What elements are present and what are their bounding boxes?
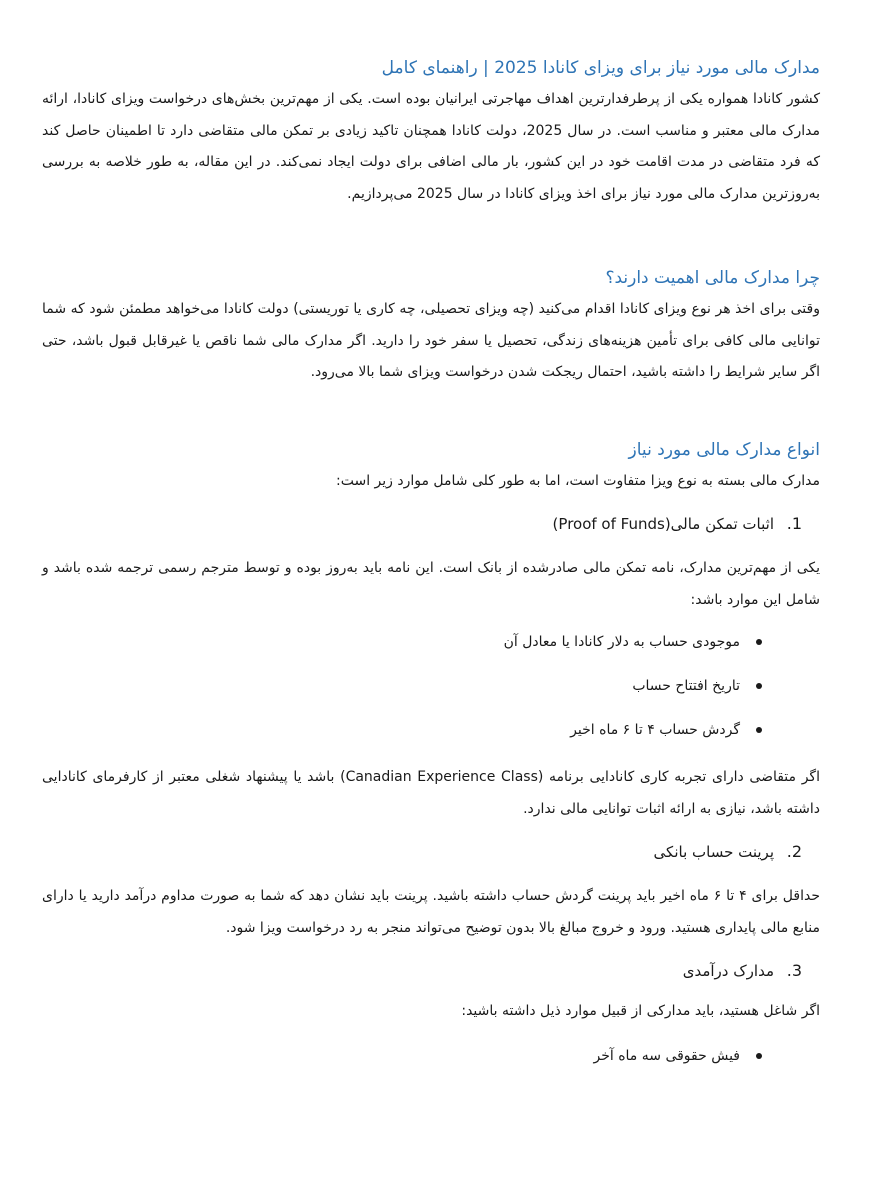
page-title: مدارک مالی مورد نیاز برای ویزای کانادا 2025 | راهنمای کامل	[381, 58, 820, 78]
section-heading-why: چرا مدارک مالی اهمیت دارند؟	[605, 268, 820, 288]
numbered-item-2	[42, 837, 820, 867]
intro-paragraph: کشور کانادا همواره یکی از پرطرفدارترین اهداف مهاجرتی ایرانیان بوده است. یکی از مهم‌ترین بخش‌های درخواست ویزای کانادا، ارائه مدارک مالی معتبر و مناسب است. در سال 2025، دولت کانادا همچنان تاکید زیادی بر تمکن مالی متقاضی دارد تا اطمینان حاصل کند که فرد متقاضی در مدت اقامت خود در این کشور، بار مالی اضافی برای دولت ایجاد نمی‌کند. در این مقاله، به طور خلاصه به بررسی به‌روزترین مدارک مالی مورد نیاز برای اخذ ویزای کانادا در سال 2025 می‌پردازیم.	[42, 91, 820, 202]
document-content	[42, 52, 820, 1078]
item-label: مدارک درآمدی	[682, 962, 774, 980]
item-number: 1.	[786, 514, 802, 533]
list-item: گردش حساب ۴ تا ۶ ماه اخیر	[42, 708, 820, 752]
list-item: موجودی حساب به دلار کانادا یا معادل آن	[42, 620, 820, 664]
numbered-item-1	[42, 509, 820, 539]
item-3-bullet-list	[42, 1034, 820, 1078]
section-why-paragraph: وقتی برای اخذ هر نوع ویزای کانادا اقدام می‌کنید (چه ویزای تحصیلی، چه کاری یا توریستی) دولت کانادا می‌خواهد مطمئن شود که شما توانایی مالی کافی برای تأمین هزینه‌های زندگی، تحصیل یا سفر خود را دارید. اگر مدارک مالی شما ناقص یا غیرقابل قبول باشد، حتی اگر سایر شرایط را داشته باشید، احتمال ریجکت شدن درخواست ویزای شما بالا می‌رود.	[42, 301, 820, 380]
bullet-icon	[756, 639, 762, 645]
item-number: 2.	[786, 842, 802, 861]
item-3-paragraph: اگر شاغل هستید، باید مدارکی از قبیل موارد ذیل داشته باشید:	[461, 1003, 820, 1019]
item-1-paragraph: یکی از مهم‌ترین مدارک، نامه تمکن مالی صادرشده از بانک است. این نامه باید به‌روز بوده و توسط مترجم رسمی ترجمه شده باشد و شامل این موارد باشد:	[42, 560, 820, 608]
list-item: فیش حقوقی سه ماه آخر	[42, 1034, 820, 1078]
item-label: پرینت حساب بانکی	[653, 843, 774, 861]
item-1-bullet-list	[42, 620, 820, 752]
item-number: 3.	[786, 961, 802, 980]
section-types-intro: مدارک مالی بسته به نوع ویزا متفاوت است، اما به طور کلی شامل موارد زیر است:	[336, 472, 820, 489]
bullet-icon	[756, 1053, 762, 1059]
bullet-icon	[756, 683, 762, 689]
item-label: اثبات تمکن مالی(Proof of Funds)	[552, 515, 774, 533]
item-1-note: اگر متقاضی دارای تجربه کاری کانادایی برنامه (Canadian Experience Class) باشد یا پیشنهاد شغلی معتبر از کارفرمای کانادایی داشته باشد، نیازی به ارائه اثبات توانایی مالی ندارد.	[42, 769, 820, 817]
list-item: تاریخ افتتاح حساب	[42, 664, 820, 708]
numbered-item-3	[42, 956, 820, 986]
item-2-paragraph: حداقل برای ۴ تا ۶ ماه اخیر باید پرینت گردش حساب داشته باشید. پرینت باید نشان دهد که شما به صورت مداوم درآمد دارید یا دارای منابع مالی پایداری هستید. ورود و خروج مبالغ بالا بدون توضیح می‌تواند منجر به رد درخواست ویزا شود.	[42, 888, 820, 936]
bullet-icon	[756, 727, 762, 733]
section-heading-types: انواع مدارک مالی مورد نیاز	[628, 439, 820, 460]
